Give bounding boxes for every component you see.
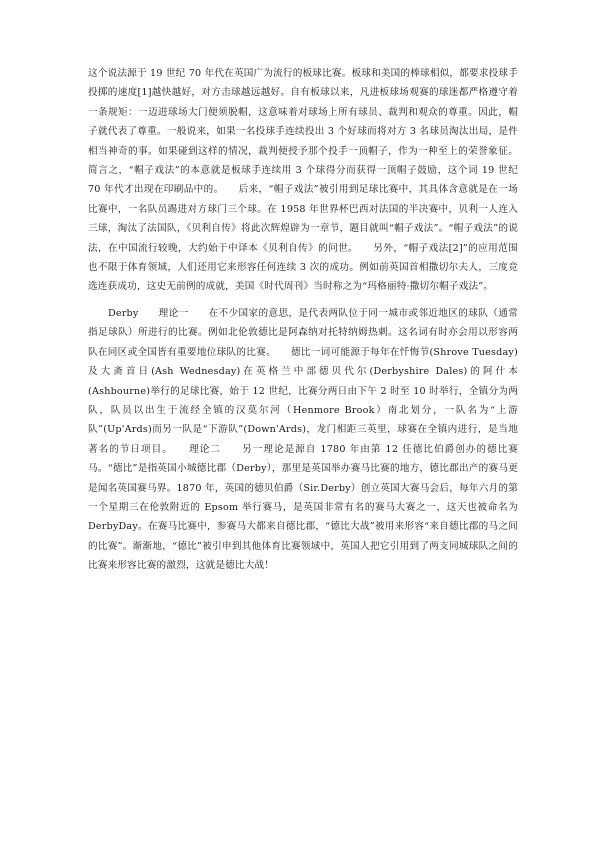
paragraph-hat-trick: 这个说法源于 19 世纪 70 年代在英国广为流行的板球比赛。板球和美国的棒球相似，都要求投球手投掷的速度[1]越快越好，对方击球越远越好。自有板球以来，凡进板球场观赛的球迷都严格遵守着一条规矩：一迈进球场大门便须脱帽，这意味着对球场上所有球员、裁判和观众的尊重。因此，帽子就代表了尊重。一般说来，如果一名投球手连续投出 3 个好球而将对方 3 名球员淘汰出局，是件相当神奇的事。如果碰到这样的情况，裁判便授予那个投手一顶帽子，作为一种至上的荣誉象征。简言之，“帽子戏法”的本意就是板球手连续用 3 个球得分而获得一顶帽子鼓励，这个词 19 世纪 70 年代才出现在印刷品中的。 后来，“帽子戏法”被引用到足球比赛中，其具体含意就是在一场比赛中，一名队员踢进对方球门三个球。在 1958 年世界杯巴西对法国的半决赛中，贝利一人连入三球，淘汰了法国队，《贝利自传》将此次辉煌辟为一章节，题目就叫“帽子戏法”。“帽子戏法”的说法，在中国流行较晚，大约始于中译本《贝利自传》的问世。 另外，“帽子戏法[2]”的应用范围也不限于体育领域，人们还用它来形容任何连续 3 次的成功。例如前英国首相撒切尔夫人，三度竞选连获成功，这史无前例的成就，美国《时代周刊》当时称之为“玛格丽特·撒切尔帽子戏法”。	[88, 68, 518, 293]
paragraph-derby: Derby 理论一 在不少国家的意思，是代表两队位于同一城市或邻近地区的球队（通常指足球队）所进行的比赛。例如北伦敦德比是阿森纳对托特纳姆热刺。这名词有时亦会用以形容两队在同区或全国皆有重要地位球队的比赛。 德比一词可能源于每年在忏悔节(Shrove Tuesday)及大斋首日(Ash Wednesday)在英格兰中部德贝代尔(Derbyshire Dales)的阿什本(Ashbourne)举行的足球比赛，始于 12 世纪，比赛分两日由下午 2 时至 10 时举行，全镇分为两队，队员以出生于流经全镇的汉莫尔河（Henmore Brook）南北划分，一队名为“上游队”(Up'Ards)而另一队是“下游队”(Down'Ards)，龙门相距三英里，球赛在全镇内进行，是当地著名的节日项目。 理论二 另一理论是源自 1780 年由第 12 任德比伯爵创办的德比赛马。“德比”是指英国小城德比郡（Derby），那里是英国举办赛马比赛的地方，德比郡出产的赛马更是闻名英国赛马界。1870 年，英国的德贝伯爵（Sir.Derby）创立英国大赛马会后，每年六月的第一个星期三在伦敦附近的 Epsom 举行赛马，是英国非常有名的赛马大赛之一，这天也被命名为 DerbyDay。在赛马比赛中，参赛马大都来自德比郡，“德比大战”被用来形容“来自德比郡的马之间的比赛”。渐渐地，“德比”被引申到其他体育比赛领域中，英国人把它引用到了两支同城球队之间的比赛来形容比赛的激烈，这就是德比大战！	[88, 308, 518, 572]
